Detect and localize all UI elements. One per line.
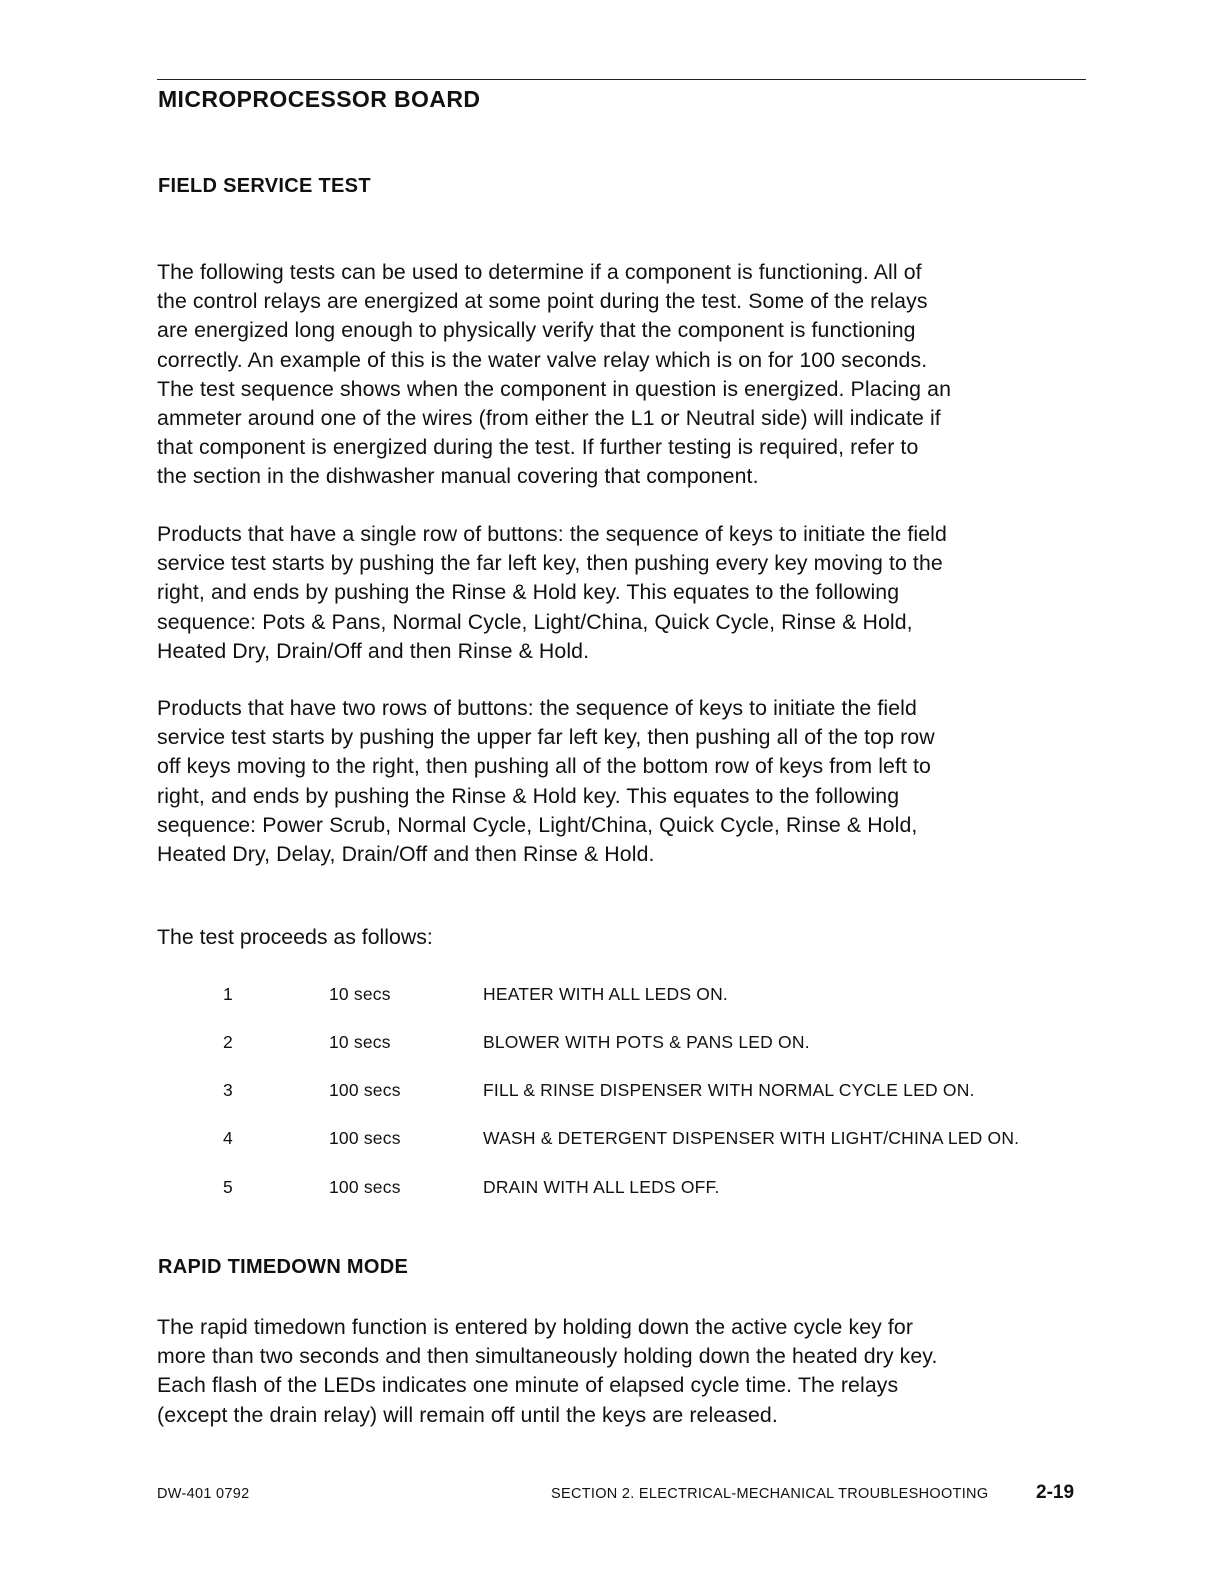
test-intro-text: The test proceeds as follows: [157, 925, 433, 949]
step-description: WASH & DETERGENT DISPENSER WITH LIGHT/CHINA LED ON. [483, 1128, 1020, 1148]
step-duration: 10 secs [329, 984, 391, 1004]
rapid-timedown-heading: RAPID TIMEDOWN MODE [158, 1256, 409, 1278]
section-title: SECTION 2. ELECTRICAL-MECHANICAL TROUBLESHOOTING [551, 1486, 989, 1502]
step-number: 3 [223, 1080, 233, 1100]
step-description: HEATER WITH ALL LEDS ON. [483, 984, 728, 1004]
page-number: 2-19 [1036, 1482, 1075, 1503]
header-rule [157, 79, 1086, 80]
step-description: BLOWER WITH POTS & PANS LED ON. [483, 1032, 810, 1052]
field-service-test-heading: FIELD SERVICE TEST [158, 175, 371, 197]
single-row-paragraph: Products that have a single row of buttons: the sequence of keys to initiate the field service test starts by pushing the far left key, then pushing every key moving to the right, and ends by pushing the Rinse & Hold key. This equates to the following sequence: Pots & Pans, Normal Cycle, Light/China, Quick Cycle, Rinse & Hold, Heated Dry, Drain/Off and then Rinse & Hold. [157, 522, 947, 663]
step-duration: 100 secs [329, 1128, 401, 1148]
step-duration: 100 secs [329, 1080, 401, 1100]
step-duration: 10 secs [329, 1032, 391, 1052]
step-duration: 100 secs [329, 1177, 401, 1197]
intro-paragraph: The following tests can be used to determine if a component is functioning. All of the control relays are energized at some point during the test. Some of the relays are energized long enough to physically verify that the component is functioning correctly. An example of this is the water valve relay which is on for 100 seconds. The test sequence shows when the component in question is energized. Placing an ammeter around one of the wires (from either the L1 or Neutral side) will indicate if that component is energized during the test. If further testing is required, refer to the section in the dishwasher manual covering that component. [157, 260, 952, 489]
step-number: 4 [223, 1128, 233, 1148]
page-title: MICROPROCESSOR BOARD [158, 86, 481, 112]
rapid-timedown-paragraph: The rapid timedown function is entered by holding down the active cycle key for more than two seconds and then simultaneously holding down the heated dry key. Each flash of the LEDs indicates one minute of elapsed cycle time. The relays (except the drain relay) will remain off until the keys are released. [157, 1315, 938, 1427]
step-number: 2 [223, 1032, 233, 1052]
step-number: 1 [223, 984, 233, 1004]
step-description: DRAIN WITH ALL LEDS OFF. [483, 1177, 720, 1197]
step-description: FILL & RINSE DISPENSER WITH NORMAL CYCLE LED ON. [483, 1080, 975, 1100]
document-code: DW-401 0792 [157, 1486, 250, 1502]
two-row-paragraph: Products that have two rows of buttons: the sequence of keys to initiate the field service test starts by pushing the upper far left key, then pushing all of the top row off keys moving to the right, then pushing all of the bottom row of keys from left to right, and ends by pushing the Rinse & Hold key. This equates to the following sequence: Power Scrub, Normal Cycle, Light/China, Quick Cycle, Rinse & Hold, Heated Dry, Delay, Drain/Off and then Rinse & Hold. [157, 696, 935, 867]
step-number: 5 [223, 1177, 233, 1197]
